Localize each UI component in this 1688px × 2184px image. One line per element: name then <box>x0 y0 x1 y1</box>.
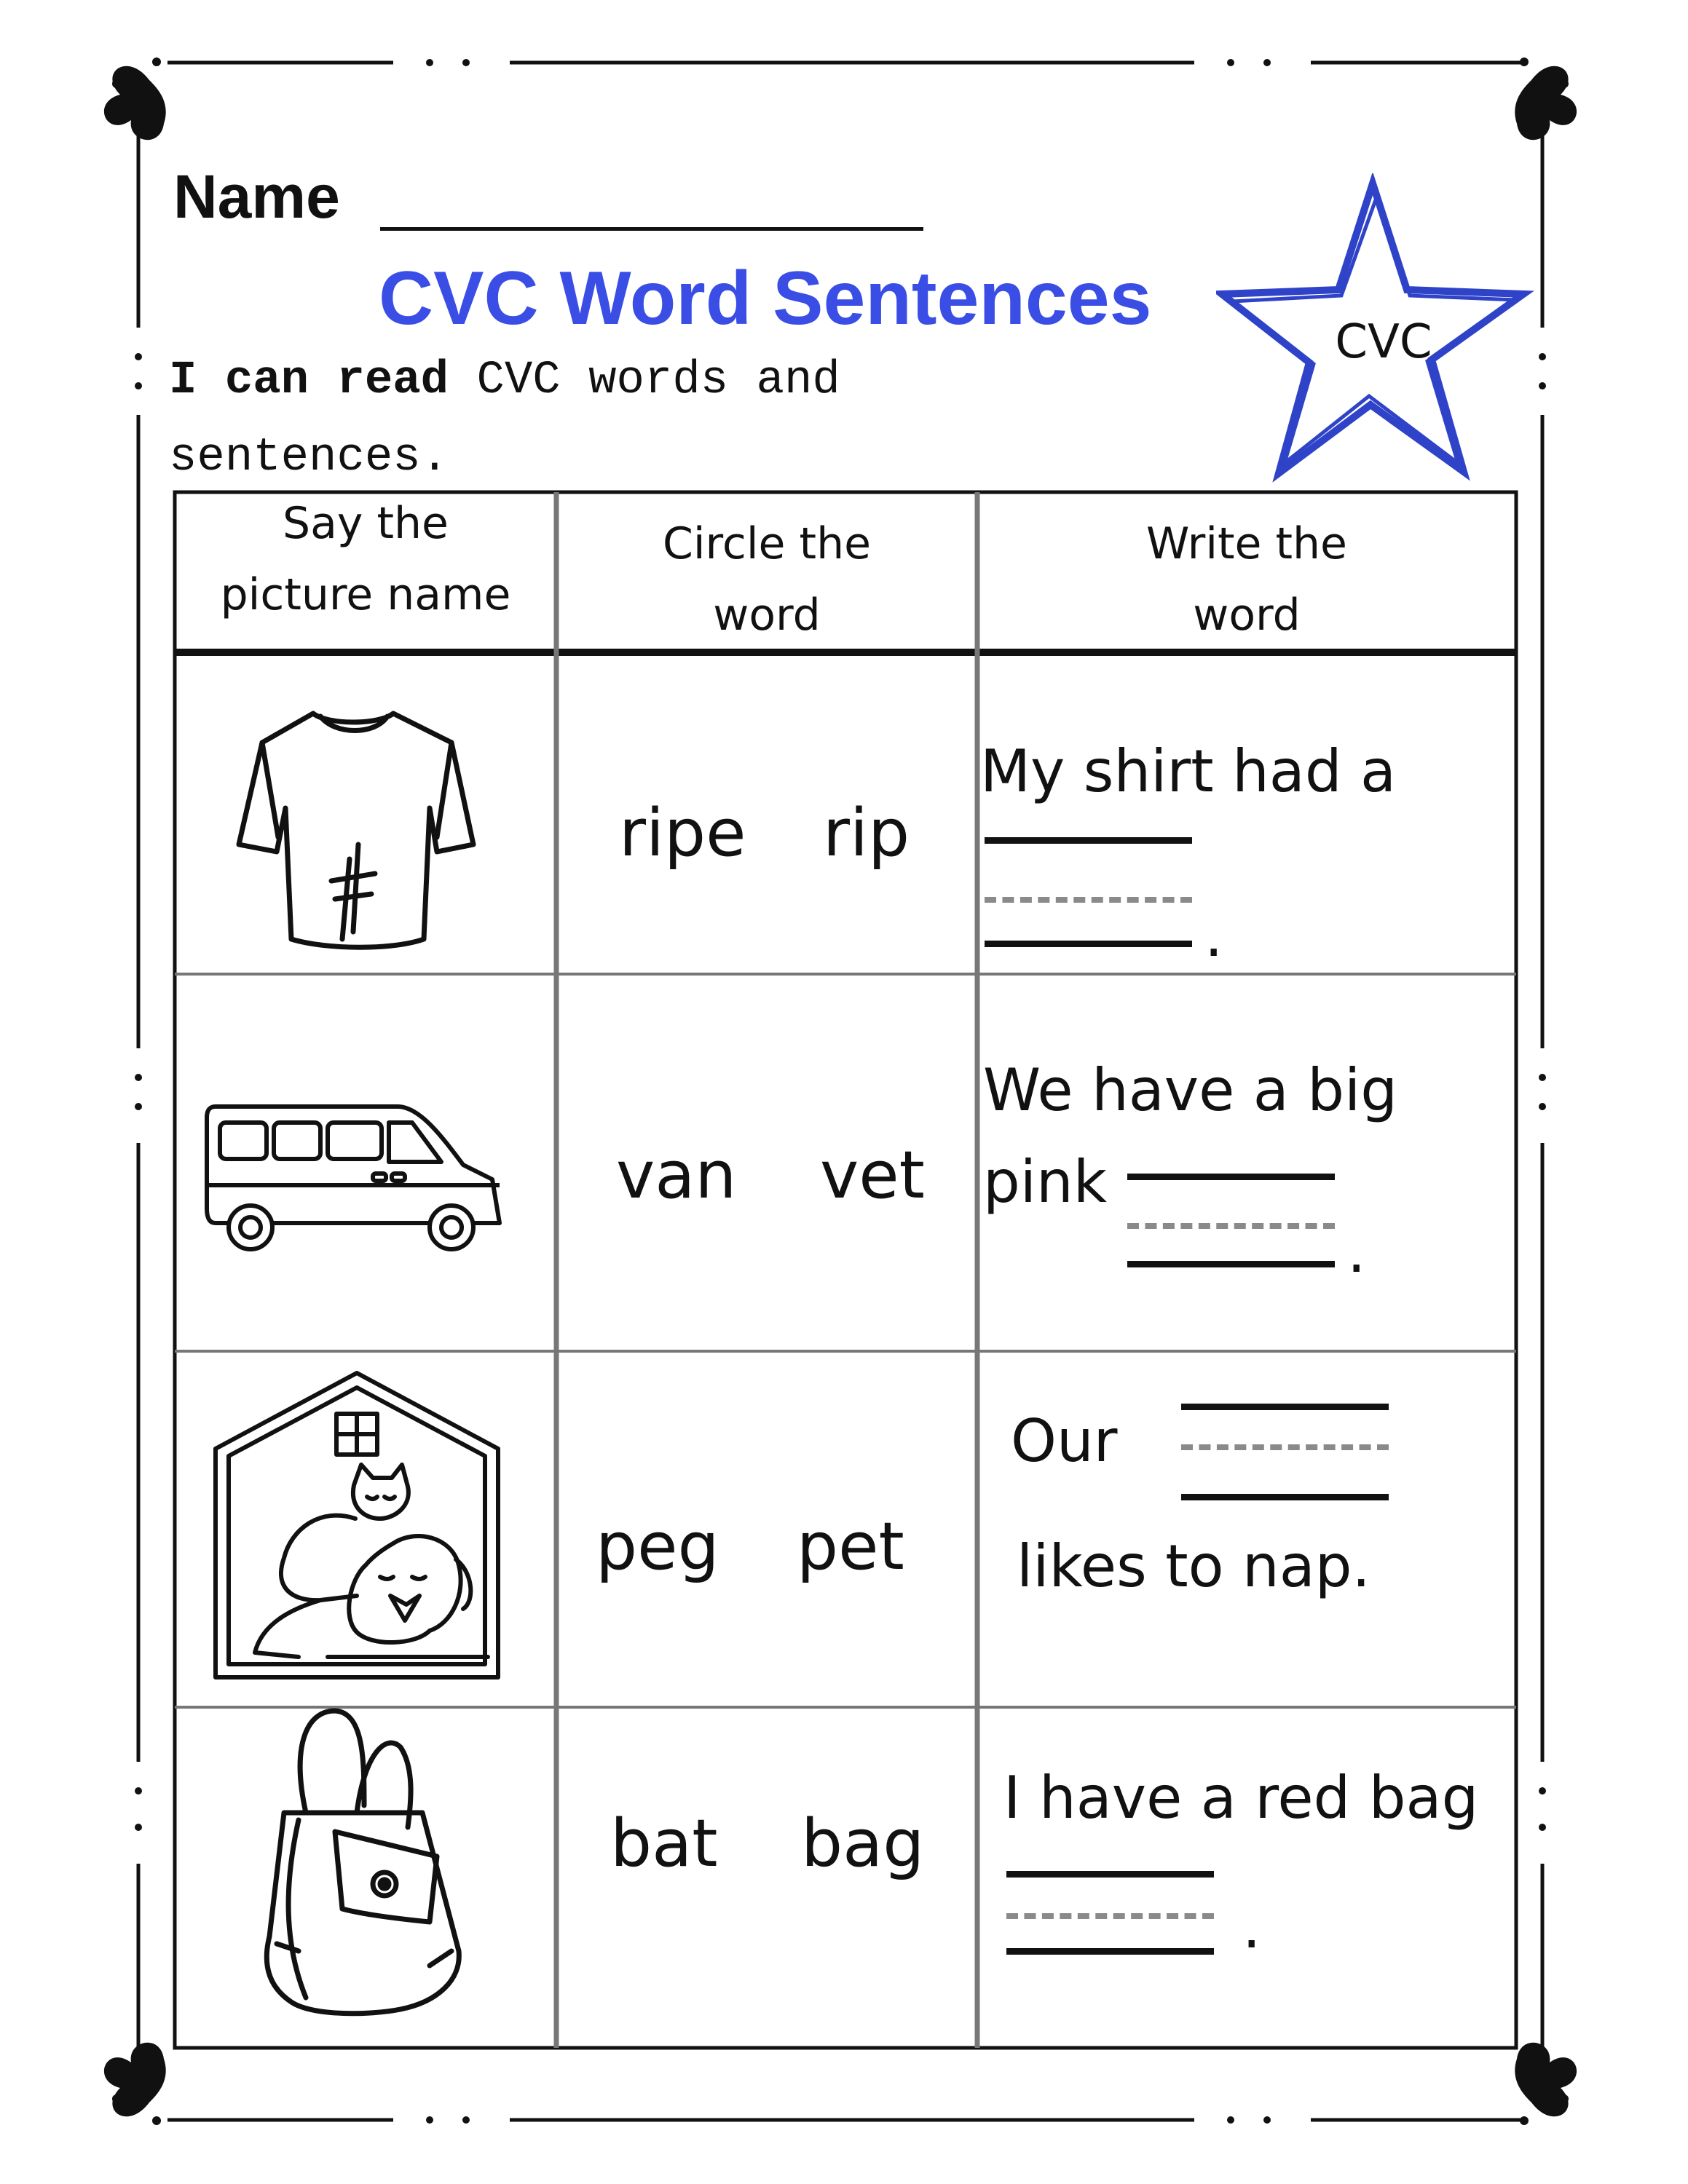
write-line-top <box>1181 1404 1389 1410</box>
sentence-line: likes to nap. <box>1017 1532 1370 1600</box>
header-text: word <box>1193 590 1301 641</box>
sentence-line: I have a red bag <box>1003 1764 1479 1832</box>
write-line-bottom[interactable] <box>985 941 1192 947</box>
write-line-mid <box>1181 1444 1389 1450</box>
sentence-period: . <box>1242 1894 1261 1961</box>
word-choice-a[interactable]: van <box>616 1137 737 1214</box>
word-choice-a[interactable]: ripe <box>619 795 746 871</box>
header-text: word <box>713 590 821 641</box>
header-text: Say the <box>283 498 449 549</box>
word-choice-b[interactable]: pet <box>797 1508 904 1585</box>
sentence-period: . <box>1204 902 1223 970</box>
cat-and-dog-in-house-picture <box>211 1369 502 1682</box>
header-circle-word <box>559 508 974 651</box>
objective-bold-text: I can read <box>169 355 449 407</box>
write-line-bottom[interactable] <box>1006 1948 1214 1955</box>
write-line-mid <box>985 897 1192 903</box>
sentence-line: We have a big <box>983 1056 1398 1124</box>
handbag-picture <box>255 1704 466 2024</box>
name-label: Name <box>173 162 340 231</box>
write-line-bottom[interactable] <box>1127 1261 1335 1267</box>
word-choice-b[interactable]: bag <box>801 1805 925 1882</box>
header-write-word <box>980 508 1513 651</box>
write-line-top <box>1006 1871 1214 1878</box>
write-line-bottom[interactable] <box>1181 1494 1389 1500</box>
word-choice-b[interactable]: rip <box>823 795 910 871</box>
write-line-mid <box>1006 1913 1214 1919</box>
header-text: Write the <box>1146 518 1347 569</box>
star-badge-label: CVC <box>1335 315 1432 369</box>
word-choice-a[interactable]: bat <box>610 1805 718 1882</box>
sentence-period: . <box>1347 1218 1366 1286</box>
word-choice-b[interactable]: vet <box>820 1137 925 1214</box>
name-write-line[interactable] <box>380 227 923 231</box>
van-picture <box>201 1092 507 1259</box>
header-say-picture-name <box>178 488 553 630</box>
learning-objective <box>169 342 941 496</box>
header-text: picture name <box>220 569 511 620</box>
word-choice-a[interactable]: peg <box>596 1508 719 1585</box>
write-line-mid <box>1127 1223 1335 1229</box>
sentence-line: Our <box>1011 1407 1118 1475</box>
objective-text: CVC words and sentences. <box>169 355 840 484</box>
worksheet-title: CVC Word Sentences <box>379 256 1152 341</box>
sentence-line: My shirt had a <box>980 737 1397 805</box>
header-text: Circle the <box>662 518 872 569</box>
write-line-top <box>985 837 1192 844</box>
sentence-line: pink <box>983 1148 1108 1216</box>
t-shirt-picture <box>233 699 481 961</box>
write-line-top <box>1127 1174 1335 1180</box>
